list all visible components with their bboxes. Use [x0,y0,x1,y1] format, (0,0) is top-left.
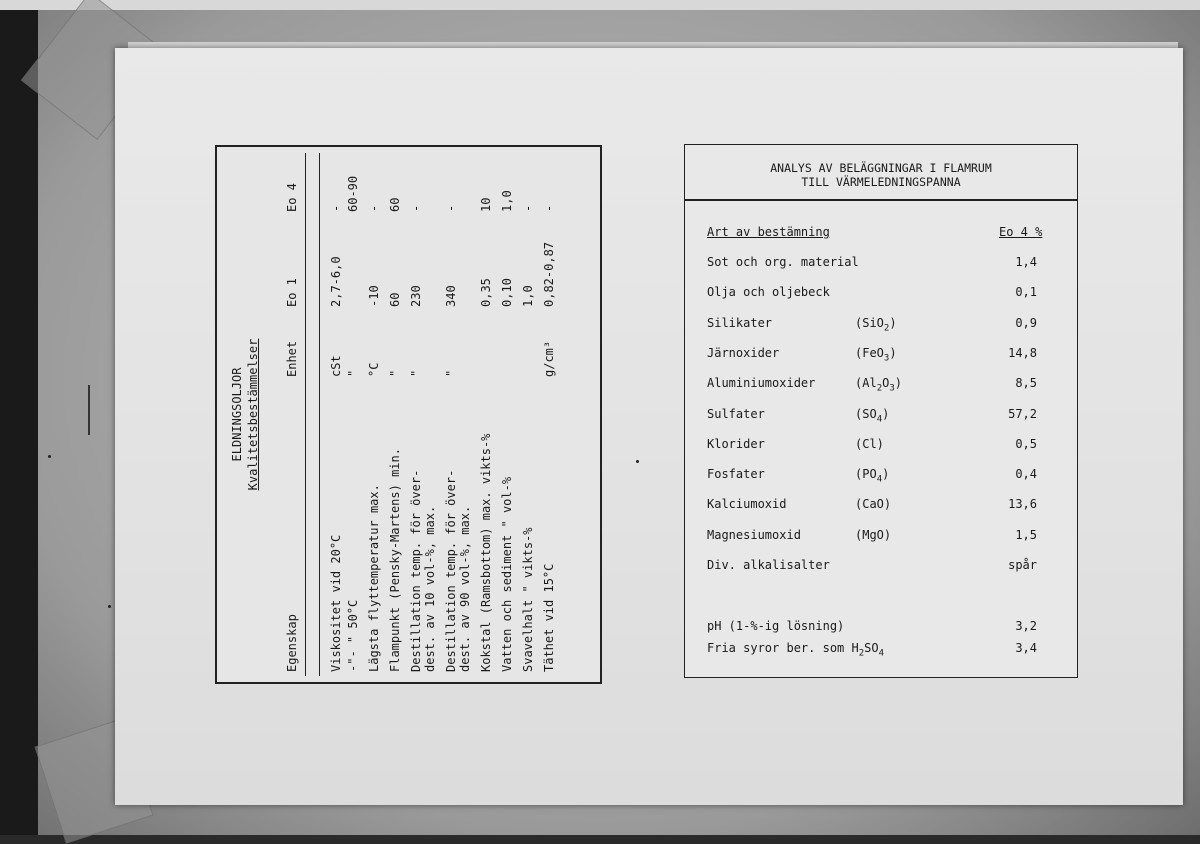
cell-unit: g/cm³ [542,340,556,377]
cell-eo4: - [542,204,556,212]
cell-eo4: 60-90 [346,175,360,212]
analysis-row-value: 13,6 [1008,497,1037,512]
cell-unit: " [444,369,458,377]
analysis-row-value: 1,5 [1015,527,1037,542]
analysis-row-name: Sulfater [707,406,765,421]
top-edge [0,0,1200,10]
analysis-row-formula: $(Al_2O_3)$ [855,376,902,394]
cell-prop: Destillation temp. för över- [409,469,423,672]
cell-unit: cSt [329,355,343,377]
header-enhet: Enhet [285,340,299,377]
cell-eo4: - [521,204,535,212]
analysis-row-value: 14,8 [1008,345,1037,360]
cell-eo4: - [444,204,458,212]
analysis-row-formula: (MgO) [855,527,892,542]
extra-row-name: Fria syror ber. som $H_2SO_4$ [707,641,885,659]
cell-eo1: 0,35 [479,278,493,307]
header-eo1: Eo 1 [285,278,299,307]
analysis-row-value: 0,4 [1015,467,1037,482]
table-title-block [229,147,261,682]
cell-prop: Vatten och sediment " vol-% [500,476,514,672]
header-egenskap: Egenskap [285,614,299,672]
table-subtitle: Kvalitetsbestämmelser [246,338,260,491]
extra-row-value: 3,4 [1015,641,1037,655]
deposit-analysis-table [684,144,1078,678]
cell-eo1: 2,7-6,0 [329,256,343,307]
speck [108,605,111,608]
margin-mark [88,385,90,435]
extra-row-value: 3,2 [1015,619,1037,633]
cell-prop: Kokstal (Ramsbottom) max. vikts-% [479,433,493,672]
fuel-oil-spec-table [215,145,602,684]
title-rule [685,199,1077,201]
analysis-row-value: 0,9 [1015,315,1037,330]
cell-eo1: -10 [367,285,381,307]
analysis-title [685,161,1077,189]
analysis-row-name: Sot och org. material [707,255,859,269]
column-header-determination: Art av bestämning [707,225,830,239]
analysis-row-formula: (FeO$_3$) [855,345,897,364]
cell-prop: Flampunkt (Pensky-Martens) min. [388,448,402,672]
analysis-row-name: Olja och oljebeck [707,285,830,300]
film-edge [0,0,38,835]
analysis-row-value: 0,5 [1015,436,1037,451]
analysis-title-line1: ANALYS AV BELÄGGNINGAR I FLAMRUM [770,161,992,175]
analysis-row-name: Fosfater [707,467,765,482]
header-rule-top [305,153,306,676]
cell-eo1: 1,0 [521,285,535,307]
analysis-row-value: 8,5 [1015,376,1037,391]
cell-eo4: 1,0 [500,190,514,212]
header-rule-bottom [319,153,320,676]
analysis-row-value: 1,4 [1015,255,1037,269]
cell-unit: " [346,369,360,377]
analysis-row-value: 0,1 [1015,285,1037,300]
rotated-content [217,147,600,682]
cell-prop: Täthet vid 15°C [542,563,556,672]
analysis-row-value: 57,2 [1008,406,1037,421]
analysis-row-formula: (Cl) [855,436,884,451]
cell-eo1: 60 [388,292,402,307]
cell-unit: " [388,369,402,377]
analysis-row-formula: $(PO_4)$ [855,467,890,485]
cell-prop: -"- " 50°C [346,599,360,672]
cell-prop: Viskositet vid 20°C [329,534,343,672]
speck [636,460,639,463]
cell-unit: °C [367,362,381,377]
analysis-row-formula: $(SO_4)$ [855,406,890,424]
cell-eo1: 0,10 [500,278,514,307]
analysis-row-formula: (CaO) [855,497,892,512]
analysis-row-name: Järnoxider [707,345,780,360]
analysis-row-name: Magnesiumoxid [707,527,801,542]
analysis-row-name: Silikater [707,315,773,330]
analysis-title-line2: TILL VÄRMELEDNINGSPANNA [801,175,961,189]
analysis-row-name: Aluminiumoxider [707,376,816,391]
cell-eo1: 230 [409,285,423,307]
header-eo4: Eo 4 [285,183,299,212]
cell-eo1: 0,82-0,87 [542,241,556,307]
analysis-row-name: Div. alkalisalter [707,558,830,572]
cell-eo4: 60 [388,197,402,212]
cell-unit: " [409,369,423,377]
cell-prop: dest. av 10 vol-%, max. [423,505,437,672]
speck [48,455,51,458]
cell-prop: dest. av 90 vol-%, max. [458,505,472,672]
analysis-row-formula: (SiO$_2$) [855,315,897,333]
cell-prop: Svavelhalt " vikts-% [521,527,535,672]
analysis-row-name: Kalciumoxid [707,497,787,512]
cell-eo4: - [329,204,343,212]
analysis-row-value: spår [1008,558,1037,572]
cell-eo4: - [409,204,423,212]
cell-prop: Destillation temp. för över- [444,469,458,672]
cell-eo4: 10 [479,197,493,212]
table-title: ELDNINGSOLJOR [230,367,244,462]
cell-prop: Lägsta flyttemperatur max. [367,484,381,672]
extra-row-name: pH (1-%-ig lösning) [707,619,845,633]
analysis-row-name: Klorider [707,436,765,451]
column-header-eo4: Eo 4 % [999,225,1043,239]
cell-eo1: 340 [444,285,458,307]
cell-eo4: - [367,204,381,212]
